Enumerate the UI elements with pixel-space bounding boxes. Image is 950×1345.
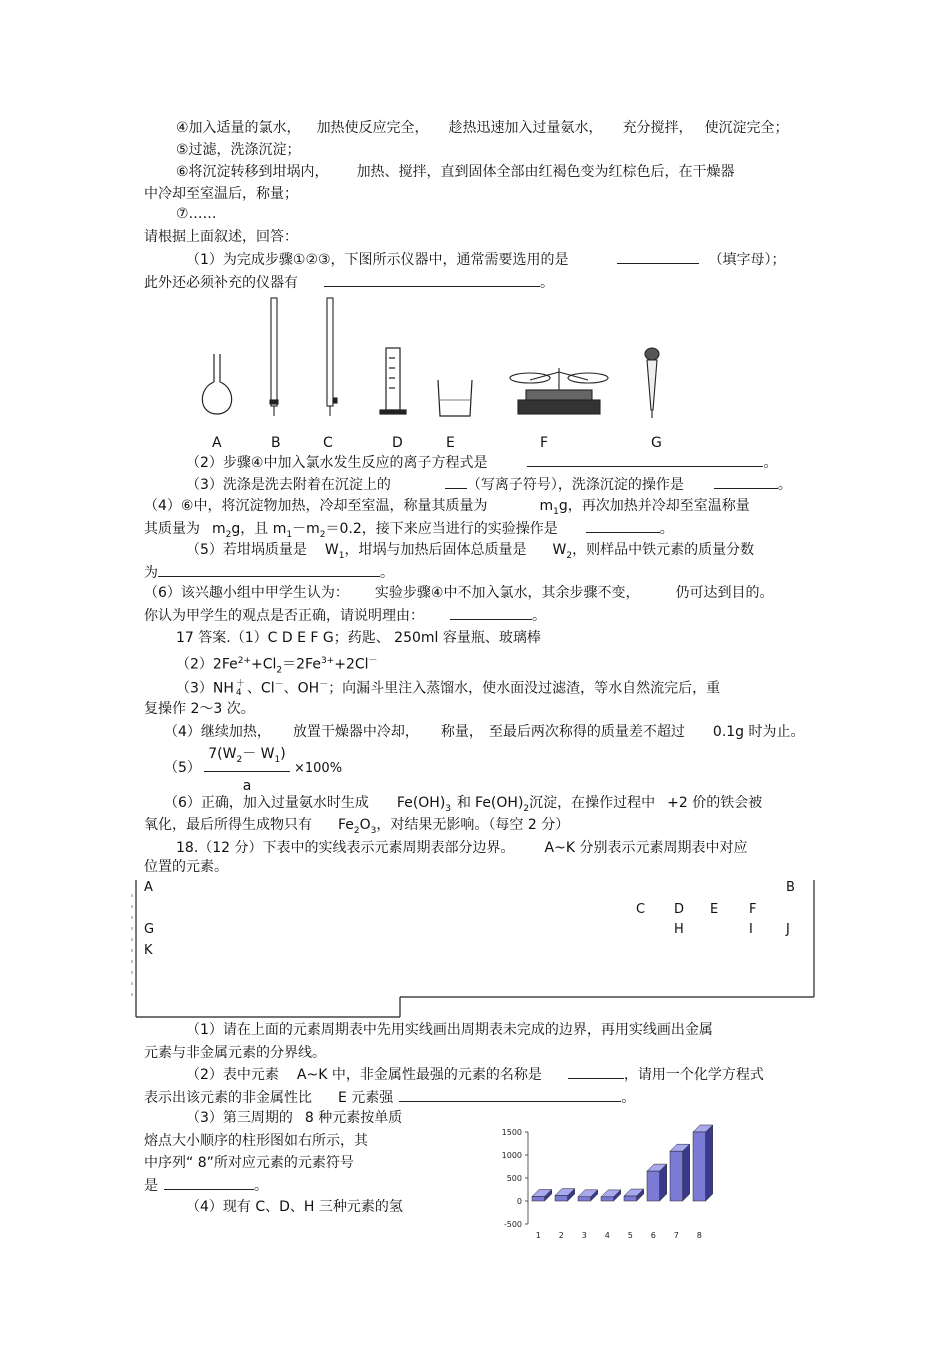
chart-x-tick-label: 5	[627, 1231, 633, 1240]
apparatus-label-b: B	[271, 435, 281, 451]
questions-intro: 请根据上面叙述，回答：	[144, 229, 298, 245]
chart-y-tick-label: 0	[516, 1197, 522, 1206]
answer-17-3-cont: 复操作 2～3 次。	[144, 701, 255, 717]
apparatus-label-f: F	[540, 435, 549, 451]
element-h: H	[674, 922, 684, 937]
q18-2-answer-blank-1[interactable]	[568, 1064, 624, 1079]
q18-1-line2: 元素与非金属元素的分界线。	[144, 1045, 326, 1061]
q18-3-answer-blank[interactable]	[164, 1175, 254, 1190]
answer-17-4: （4）继续加热， 放置干燥器中冷却， 称量， 至最后两次称得的质量差不超过 0.1g 时为止。	[164, 724, 805, 740]
chart-x-tick-label: 3	[581, 1231, 587, 1240]
beaker-icon	[438, 380, 472, 416]
chart-bar	[670, 1151, 683, 1201]
q2-line: （2）步骤④中加入氯水发生反应的离子方程式是 。	[186, 452, 777, 473]
answer-17-1: 17 答案.（1）C D E F G；药匙、 250ml 容量瓶、玻璃棒	[176, 630, 541, 646]
answer-17-5-fraction	[204, 745, 290, 796]
element-d: D	[674, 902, 685, 917]
chart-x-tick-label: 2	[558, 1231, 564, 1240]
q3-line: （3）洗涤是洗去附着在沉淀上的 （写离子符号），洗涤沉淀的操作是 。	[186, 474, 792, 495]
q18-3-line1: （3）第三周期的 8 种元素按单质	[186, 1110, 403, 1126]
q18-4-line1: （4）现有 C、D、H 三种元素的氢	[186, 1199, 403, 1215]
q1-line1: （1）为完成步骤①②③，下图所示仪器中，通常需要选用的是 （填字母）；	[186, 249, 786, 270]
apparatus-label-d: D	[392, 435, 403, 451]
chart-bar	[578, 1197, 591, 1201]
answer-17-6-cont: 氧化，最后所得生成物只有 $Fe_2O_3$，对结果无影响。（每空 2 分）	[144, 817, 570, 836]
apparatus-figure	[190, 292, 710, 422]
chart-bar-side	[706, 1125, 713, 1201]
element-e: E	[710, 902, 719, 917]
apparatus-label-g: G	[651, 435, 662, 451]
chart-x-tick-label: 1	[535, 1231, 541, 1240]
q5-line1: （5）若坩埚质量是 $W_1$，坩埚与加热后固体总质量是 $W_2$，则样品中铁元素的质量分数	[186, 542, 755, 561]
q3-answer-blank-1[interactable]	[445, 474, 467, 489]
q1-answer-blank-1[interactable]	[617, 249, 699, 264]
chart-bar	[532, 1196, 545, 1201]
q5-answer-blank[interactable]	[158, 562, 380, 577]
burette-icon	[270, 298, 278, 416]
chart-bar	[624, 1196, 637, 1201]
q18-2-line1: （2）表中元素 A~K 中，非金属性最强的元素的名称是 ，请用一个化学方程式	[186, 1064, 764, 1085]
q18-line1: 18.（12 分）下表中的实线表示元素周期表部分边界。 A~K 分别表示元素周期表中对应	[176, 840, 748, 856]
chart-y-tick-label: 1500	[501, 1128, 522, 1137]
answer-17-6: （6）正确，加入过量氨水时生成 $Fe(OH)_3$ 和 $Fe(OH)_2$沉淀，在操作过程中 +2 价的铁会被	[164, 795, 763, 814]
chart-y-tick-label: -500	[503, 1220, 522, 1229]
step-6-line: ⑥将沉淀转移到坩埚内， 加热、搅拌，直到固体全部由红褐色变为红棕色后，在干燥器	[176, 164, 735, 180]
chart-x-tick-label: 8	[696, 1231, 702, 1240]
volumetric-flask-icon	[202, 354, 231, 414]
q6-line1: （6）该兴趣小组中甲学生认为： 实验步骤④中不加入氯水，其余步骤不变， 仍可达到目的。	[144, 585, 774, 601]
element-j: J	[786, 922, 790, 937]
q18-2-answer-blank-2[interactable]	[399, 1087, 621, 1102]
q18-3-line2: 熔点大小顺序的柱形图如右所示，其	[144, 1133, 368, 1149]
step-5-line: ⑤过滤，洗涤沉淀；	[176, 142, 301, 158]
q6-line2: 你认为甲学生的观点是否正确，请说明理由： 。	[144, 605, 546, 626]
step-4-line: ④加入适量的氯水， 加热使反应完全， 趁热迅速加入过量氨水， 充分搅拌， 使沉淀完全；	[176, 120, 789, 136]
graduated-cylinder-icon	[380, 348, 406, 414]
chart-bar	[555, 1196, 568, 1201]
step-7-line: ⑦……	[176, 206, 217, 222]
melting-point-bar-chart	[490, 1124, 720, 1244]
chart-x-tick-label: 7	[673, 1231, 679, 1240]
chart-y-tick-label: 500	[506, 1174, 522, 1183]
fraction-numerator: $7(W_2- W_1)$	[204, 745, 290, 772]
q4-line1: （4）⑥中，将沉淀物加热，冷却至室温，称量其质量为 $m_1g$，再次加热并冷却至室温称量	[144, 498, 750, 517]
q18-line2: 位置的元素。	[144, 859, 228, 875]
burette-icon	[327, 298, 337, 416]
q2-answer-blank[interactable]	[527, 452, 763, 467]
answer-17-5-label: （5）	[164, 760, 201, 776]
chart-x-tick-label: 6	[650, 1231, 656, 1240]
chart-bar	[647, 1171, 660, 1201]
q1-line2: 此外还必须补充的仪器有 。	[144, 272, 554, 293]
answer-17-3: （3）NH ＋ 4 、Cl－、OH－；向漏斗里注入蒸馏水，使水面没过滤渣，等水自然流完后，重	[176, 678, 721, 698]
q18-3-line3: 中序列“ 8”所对应元素的元素符号	[144, 1155, 354, 1171]
apparatus-label-e: E	[446, 435, 455, 451]
element-i: I	[749, 922, 753, 937]
chart-bar	[601, 1197, 614, 1201]
q5-line2: 为 。	[144, 562, 394, 583]
chart-x-tick-label: 4	[604, 1231, 610, 1240]
step-6-line-cont: 中冷却至室温后，称量；	[144, 186, 298, 202]
answer-17-5-tail: ×100%	[294, 761, 343, 776]
element-g: G	[144, 922, 155, 937]
element-f: F	[749, 902, 757, 917]
q6-answer-blank[interactable]	[450, 605, 532, 620]
answer-17-2: $(2)2Fe^{2+}+Cl_2=2Fe^{3+}+2Cl^-$	[176, 656, 378, 676]
element-k: K	[144, 943, 153, 958]
q1-answer-blank-2[interactable]	[324, 272, 540, 287]
q3-answer-blank-2[interactable]	[714, 474, 778, 489]
q18-1-line1: （1）请在上面的元素周期表中先用实线画出周期表未完成的边界，再用实线画出金属	[186, 1022, 713, 1038]
spatula-icon	[645, 348, 659, 418]
element-c: C	[636, 902, 646, 917]
q18-2-line2: 表示出该元素的非金属性比 E 元素强 。	[144, 1087, 635, 1108]
periodic-table-outline	[130, 876, 830, 1026]
chart-bar-side	[683, 1144, 690, 1201]
chart-y-tick-label: 1000	[501, 1151, 522, 1160]
q4-line2: 其质量为 $m_2g$，且 $m_1-m_2=0.2$，接下来应当进行的实验操作是 。	[144, 518, 674, 545]
balance-icon	[510, 368, 608, 414]
apparatus-label-c: C	[323, 435, 333, 451]
element-a: A	[144, 880, 153, 895]
chart-bar	[693, 1132, 706, 1201]
q4-answer-blank[interactable]	[586, 518, 660, 533]
element-b: B	[786, 880, 795, 895]
apparatus-label-a: A	[212, 435, 222, 451]
fraction-denominator: a	[242, 777, 252, 794]
q18-3-line4: 是 。	[144, 1175, 268, 1196]
